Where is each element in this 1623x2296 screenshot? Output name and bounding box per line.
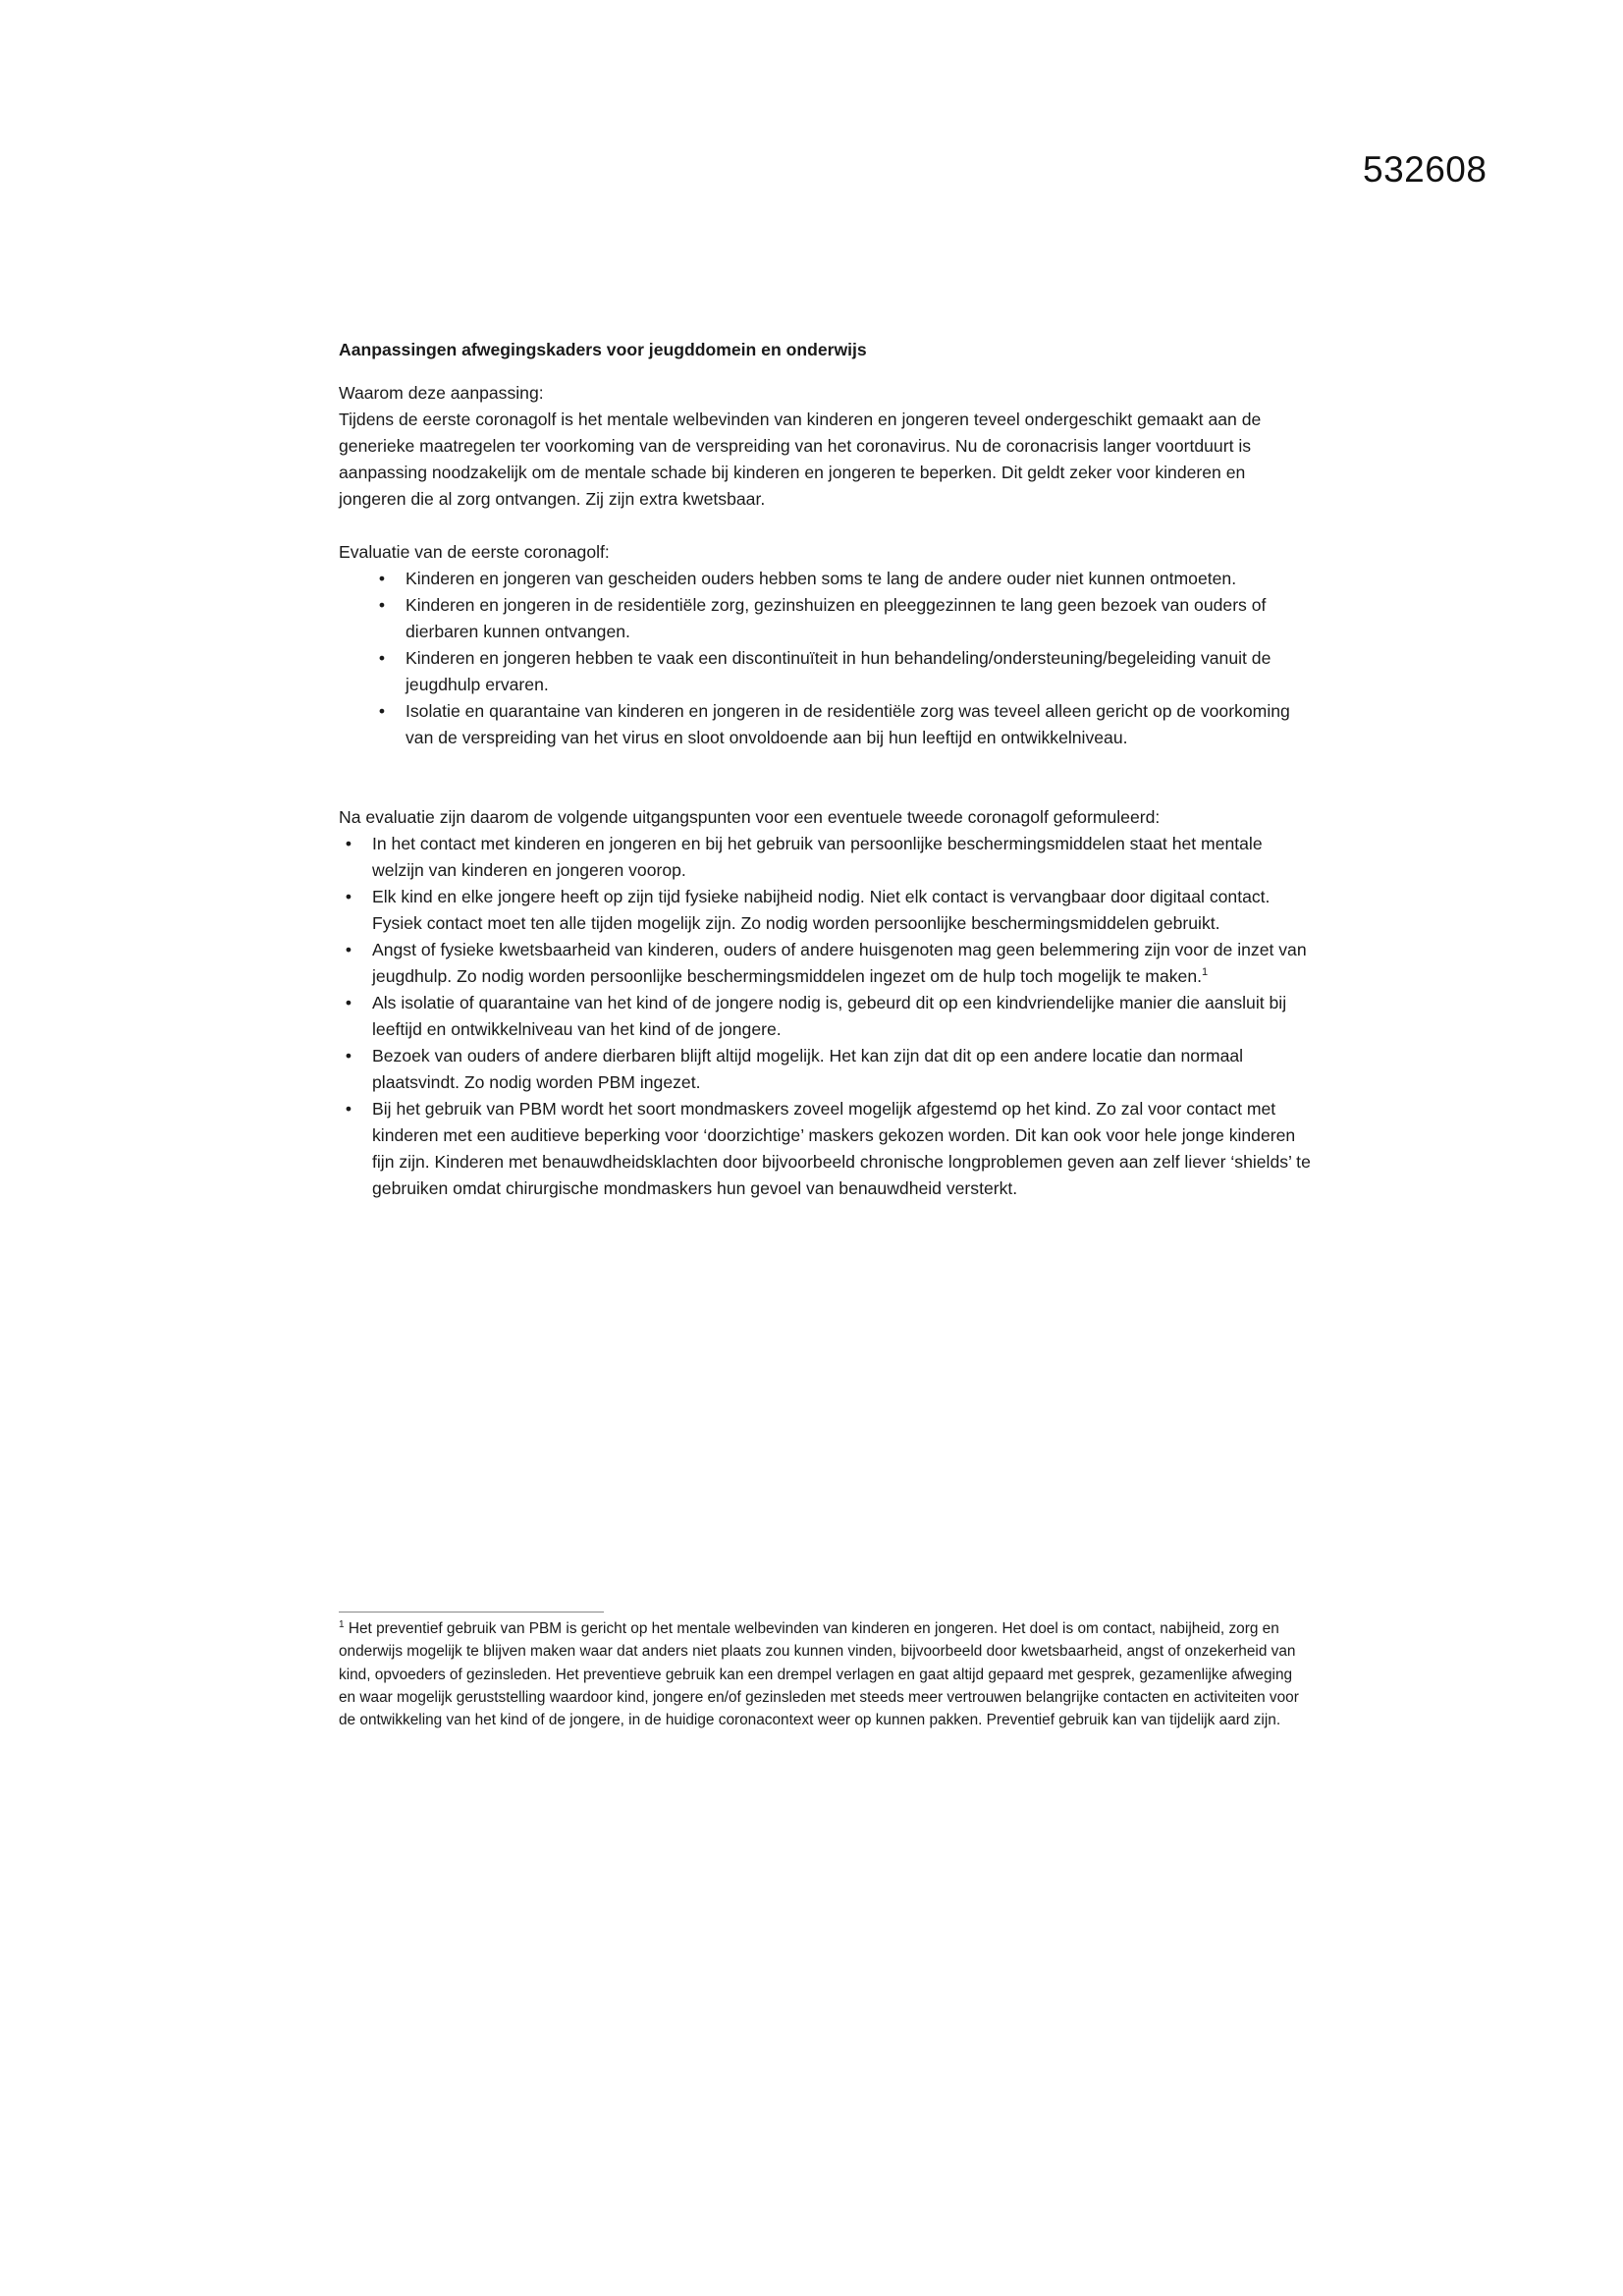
list-item-text: Bij het gebruik van PBM wordt het soort mondmaskers zoveel mogelijk afgestemd op het kind. Zo zal voor contact met kinderen met een auditieve beperking voor ‘doorzichtige’ maskers gekozen worden. Dit kan ook voor hele jonge kinderen fijn zijn. Kinderen met benauwdheidsklachten door bijvoorbeeld chronische longproblemen geven aan zelf liever ‘shields’ te gebruiken omdat chirurgische mondmaskers hun gevoel van benauwdheid versterkt. (372, 1099, 1311, 1198)
list-item (339, 566, 1311, 592)
list-item (339, 1043, 1311, 1096)
bullet-icon: • (345, 834, 352, 853)
list-item-text: Bezoek van ouders of andere dierbaren blijft altijd mogelijk. Het kan zijn dat dit op een andere locatie dan normaal plaatsvindt. Zo nodig worden PBM ingezet. (372, 1046, 1244, 1092)
list-item-text: Kinderen en jongeren hebben te vaak een discontinuïteit in hun behandeling/ondersteuning/begeleiding vanuit de jeugdhulp ervaren. (406, 648, 1271, 694)
bullet-icon: • (378, 701, 386, 721)
evaluation-label: Evaluatie van de eerste coronagolf: (339, 542, 610, 562)
document-body (339, 337, 1311, 1202)
list-item-text: In het contact met kinderen en jongeren en bij het gebruik van persoonlijke beschermingsmiddelen staat het mentale welzijn van kinderen en jongeren voorop. (372, 834, 1263, 880)
list-item-text: Angst of fysieke kwetsbaarheid van kinderen, ouders of andere huisgenoten mag geen belemmering zijn voor de inzet van jeugdhulp. Zo nodig worden persoonlijke beschermingsmiddelen ingezet om de hulp toch mogelijk te maken. (372, 940, 1307, 986)
footnote-reference[interactable]: 1 (1202, 966, 1209, 979)
footnote-text: Het preventief gebruik van PBM is gericht op het mentale welbevinden van kinderen en jongeren. Het doel is om contact, nabijheid, zorg en onderwijs mogelijk te blijven maken waar dat anders niet plaats zou kunnen vinden, bijvoorbeeld door kwetsbaarheid, angst of onzekerheid van kind, opvoeders of gezinsleden. Het preventieve gebruik kan een drempel verlagen en gaat altijd gepaard met gesprek, gezamenlijke afweging en waar mogelijk geruststelling waardoor kind, jongere en/of gezinsleden met steeds meer vertrouwen belangrijke contacten en activiteiten voor de ontwikkeling van het kind of de jongere, in de huidige coronacontext weer op kunnen pakken. Preventief gebruik kan van tijdelijk aard zijn. (339, 1620, 1299, 1729)
bullet-icon: • (345, 1099, 352, 1119)
footnote-marker: 1 (339, 1618, 345, 1630)
evaluation-list (339, 566, 1311, 751)
principles-list (339, 831, 1311, 1202)
document-title: Aanpassingen afwegingskaders voor jeugddomein en onderwijs (339, 340, 867, 359)
list-item (339, 698, 1311, 751)
bullet-icon: • (345, 1046, 352, 1066)
why-paragraph: Tijdens de eerste coronagolf is het mentale welbevinden van kinderen en jongeren teveel ondergeschikt gemaakt aan de generieke maatregelen ter voorkoming van de verspreiding van het coronavirus. Nu de coronacrisis langer voortduurt is aanpassing noodzakelijk om de mentale schade bij kinderen en jongeren te beperken. Dit geldt zeker voor kinderen en jongeren die al zorg ontvangen. Zij zijn extra kwetsbaar. (339, 410, 1262, 509)
bullet-icon: • (345, 993, 352, 1012)
list-item (339, 937, 1311, 990)
footnote (339, 1617, 1311, 1731)
bullet-icon: • (378, 569, 386, 588)
bullet-icon: • (378, 595, 386, 615)
bullet-icon: • (345, 887, 352, 906)
list-item-text: Kinderen en jongeren in de residentiële zorg, gezinshuizen en pleeggezinnen te lang geen bezoek van ouders of dierbaren kunnen ontvangen. (406, 595, 1267, 641)
list-item (339, 990, 1311, 1043)
document-number: 532608 (1363, 149, 1488, 190)
list-item-text: Kinderen en jongeren van gescheiden ouders hebben soms te lang de andere ouder niet kunnen ontmoeten. (406, 569, 1237, 588)
list-item (339, 645, 1311, 698)
list-item (339, 831, 1311, 884)
bullet-icon: • (378, 648, 386, 668)
list-item (339, 1096, 1311, 1202)
list-item (339, 884, 1311, 937)
principles-label: Na evaluatie zijn daarom de volgende uitgangspunten voor een eventuele tweede coronagolf geformuleerd: (339, 807, 1161, 827)
spacer (339, 751, 1311, 804)
bullet-icon: • (345, 940, 352, 959)
list-item-text: Als isolatie of quarantaine van het kind of de jongere nodig is, gebeurd dit op een kindvriendelijke manier die aansluit bij leeftijd en ontwikkelniveau van het kind of de jongere. (372, 993, 1287, 1039)
spacer (339, 513, 1311, 539)
list-item-text: Isolatie en quarantaine van kinderen en jongeren in de residentiële zorg was teveel alleen gericht op de voorkoming van de verspreiding van het virus en sloot onvoldoende aan bij hun leeftijd en ontwikkelniveau. (406, 701, 1290, 747)
list-item-text: Elk kind en elke jongere heeft op zijn tijd fysieke nabijheid nodig. Niet elk contact is vervangbaar door digitaal contact. Fysiek contact moet ten alle tijden mogelijk zijn. Zo nodig worden persoonlijke beschermingsmiddelen gebruikt. (372, 887, 1271, 933)
why-label: Waarom deze aanpassing: (339, 383, 544, 403)
list-item (339, 592, 1311, 645)
footnote-divider (339, 1612, 604, 1613)
